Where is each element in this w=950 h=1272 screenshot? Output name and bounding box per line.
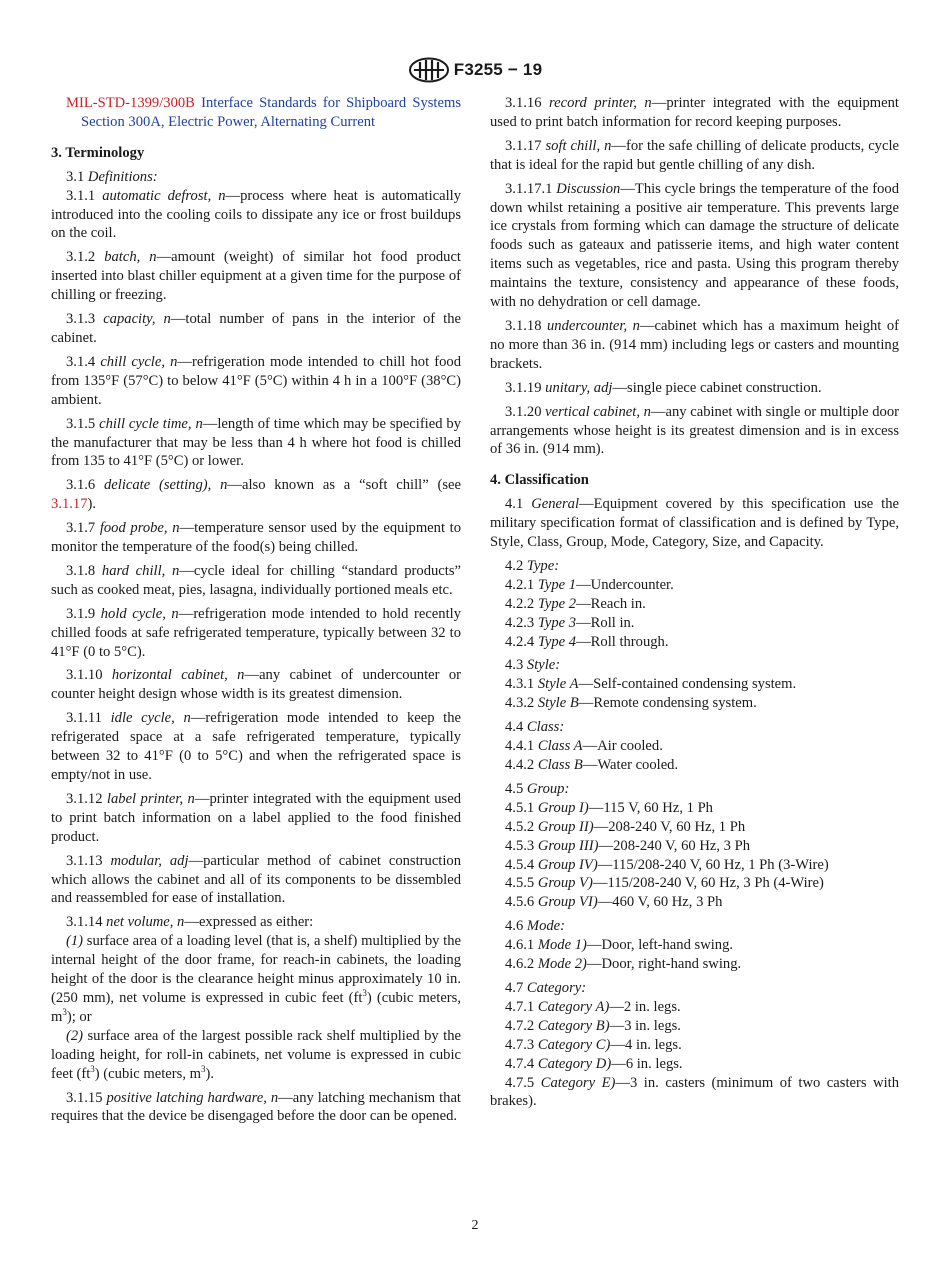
- list-item: 4.7.3 Category C)—4 in. legs.: [505, 1036, 682, 1053]
- definition-modular: 3.1.13 modular, adj—particular method of cabinet construction which allows the cabinet and all of its components to be dissembled and reassembled for ease of installation.: [51, 852, 462, 907]
- class-heading: 4.4 Class:: [505, 719, 565, 736]
- definition-batch: 3.1.2 batch, n—amount (weight) of similar hot food product inserted into blast chiller equipment at a given time for the purpose of chilling or freezing.: [51, 249, 461, 304]
- list-item: 4.3.1 Style A—Self-contained condensing system.: [505, 676, 797, 693]
- page-number: 2: [471, 1218, 479, 1233]
- net-volume-option-2: (2) surface area of the largest possible rack shelf multiplied by the loading height, for roll-in cabinets, net volume is expressed in cubic feet $(ft^3)$ (cubic meters, $m^3$).: [51, 1027, 461, 1082]
- definition-automatic-defrost: 3.1.1 automatic defrost, n—process where heat is automatically introduced into the cooling coils to dissipate any ice or frost buildups on the coil.: [51, 187, 462, 242]
- list-item: 4.4.1 Class A—Air cooled.: [505, 738, 663, 755]
- type-heading: 4.2 Type:: [505, 557, 560, 574]
- definition-unitary: 3.1.19 unitary, adj—single piece cabinet construction.: [505, 379, 822, 396]
- section-4-heading: 4. Classification: [490, 472, 589, 489]
- list-item: 4.7.1 Category A)—2 in. legs.: [505, 998, 681, 1015]
- paragraph-3-1: 3.1 Definitions:: [66, 168, 158, 185]
- document-number: F3255 − 19: [453, 60, 543, 79]
- definition-hard-chill: 3.1.8 hard chill, n—cycle ideal for chilling “standard products” such as cooked meat, pies, lasagna, individually portioned meals etc.: [51, 562, 461, 598]
- right-column: [490, 94, 899, 1116]
- category-heading: 4.7 Category:: [505, 979, 587, 996]
- definition-delicate-setting: 3.1.6 delicate (setting), n—also known as a “soft chill” (see 3.1.17).: [51, 477, 461, 513]
- list-item: 4.5.2 Group II)—208-240 V, 60 Hz, 1 Ph: [505, 818, 746, 835]
- list-item: 4.7.4 Category D)—6 in. legs.: [505, 1055, 683, 1072]
- reference-title-link[interactable]: Interface Standards for Shipboard Systems Section 300A, Electric Power, Alternating Current: [81, 95, 461, 130]
- classification-group: [490, 780, 899, 912]
- list-item: 4.2.3 Type 3—Roll in.: [505, 614, 635, 631]
- list-item: 4.5.4 Group IV)—115/208-240 V, 60 Hz, 1 Ph (3-Wire): [505, 856, 829, 873]
- list-item: 4.4.2 Class B—Water cooled.: [505, 757, 679, 773]
- page-header: [0, 56, 950, 84]
- list-item: 4.7.2 Category B)—3 in. legs.: [505, 1017, 681, 1034]
- reference-code-link[interactable]: MIL-STD-1399/300B: [66, 95, 195, 111]
- definition-capacity: 3.1.3 capacity, n—total number of pans in the interior of the cabinet.: [51, 311, 461, 346]
- classification-type: [490, 557, 899, 652]
- reference-mil-std: [51, 94, 461, 132]
- definition-positive-latching-hardware: 3.1.15 positive latching hardware, n—any latching mechanism that requires that the device be disengaged before the door can be opened.: [51, 1089, 461, 1125]
- definition-undercounter: 3.1.18 undercounter, n—cabinet which has a maximum height of no more than 36 in. (914 mm) including legs or casters and mounting brackets.: [490, 317, 899, 372]
- cross-reference-link[interactable]: 3.1.17: [51, 496, 88, 513]
- definition-food-probe: 3.1.7 food probe, n—temperature sensor used by the equipment to monitor the temperature of the food(s) being chilled.: [51, 520, 461, 556]
- net-volume-option-1: (1) surface area of a loading level (that is, a shelf) multiplied by the internal height of the door frame, for reach-in cabinets, the loading height of the door is the clearance height minus approximately 10 in. (250 mm), net volume is expressed in cubic feet $(ft^3)$ (cubic meters, $m^3$); or: [51, 933, 461, 1025]
- list-item: 4.5.6 Group VI)—460 V, 60 Hz, 3 Ph: [505, 894, 723, 911]
- definition-vertical-cabinet: 3.1.20 vertical cabinet, n—any cabinet with single or multiple door arrangements whose height is its greatest dimension and is in excess of 36 in. (914 mm).: [490, 403, 899, 458]
- definition-label-printer: 3.1.12 label printer, n—printer integrated with the equipment used to print batch information on a label applied to the food finished product.: [51, 790, 461, 845]
- mode-heading: 4.6 Mode:: [505, 918, 565, 935]
- list-item: 4.7.5 Category E)—3 in. casters (minimum of two casters with brakes).: [490, 1074, 899, 1110]
- list-item: 4.6.1 Mode 1)—Door, left-hand swing.: [505, 937, 734, 954]
- list-item: 4.2.4 Type 4—Roll through.: [505, 633, 669, 650]
- section-3-heading: 3. Terminology: [51, 144, 145, 161]
- astm-logo-icon: [408, 57, 450, 83]
- definition-net-volume: 3.1.14 net volume, n—expressed as either:: [66, 914, 314, 931]
- left-column: [51, 94, 461, 1131]
- list-item: 4.6.2 Mode 2)—Door, right-hand swing.: [505, 956, 742, 973]
- definition-horizontal-cabinet: 3.1.10 horizontal cabinet, n—any cabinet of undercounter or counter height design whose width is its greatest dimension.: [51, 667, 461, 703]
- soft-chill-discussion: 3.1.17.1 Discussion—This cycle brings the temperature of the food down whilst retaining a positive air temperature. This prevents large ice crystals from forming which can damage the structure of delicate foods such as gateaux and patisserie items, and high water content items such as vegetables, rice and pasta. Using this program thereby maintains the texture, consistency and appearance of these foods, with no dehydration or cell damage.: [490, 180, 899, 311]
- list-item: 4.2.2 Type 2—Reach in.: [505, 595, 646, 612]
- group-heading: 4.5 Group:: [505, 780, 570, 797]
- definition-idle-cycle: 3.1.11 idle cycle, n—refrigeration mode intended to keep the refrigerated space at a safe refrigerated temperature, typically between 32 to 41°F (0 to 5°C) and when the refrigerated space is empty/not in use.: [51, 710, 461, 783]
- classification-class: [490, 718, 899, 775]
- definition-record-printer: 3.1.16 record printer, n—printer integrated with the equipment used to print batch information for record keeping purposes.: [490, 95, 899, 130]
- definition-chill-cycle-time: 3.1.5 chill cycle time, n—length of time which may be specified by the manufacturer that may be less than 4 h where hot food is chilled from 135 to 41°F (5°C) or lower.: [51, 415, 461, 470]
- style-heading: 4.3 Style:: [505, 657, 561, 674]
- list-item: 4.5.5 Group V)—115/208-240 V, 60 Hz, 3 Ph (4-Wire): [505, 875, 824, 892]
- definition-hold-cycle: 3.1.9 hold cycle, n—refrigeration mode intended to hold recently chilled foods at safe refrigerated temperature, typically between 32 to 41°F (0 to 5°C).: [51, 605, 461, 660]
- classification-general: 4.1 General—Equipment covered by this specification use the military specification format of classification and is defined by Type, Style, Class, Group, Mode, Category, Size, and Capacity.: [490, 496, 899, 551]
- definition-soft-chill: 3.1.17 soft chill, n—for the safe chilling of delicate products, cycle that is ideal for the rapid but gentle chilling of any dish.: [490, 137, 899, 173]
- list-item: 4.5.1 Group I)—115 V, 60 Hz, 1 Ph: [505, 799, 713, 816]
- list-item: 4.5.3 Group III)—208-240 V, 60 Hz, 3 Ph: [505, 837, 750, 854]
- list-item: 4.2.1 Type 1—Undercounter.: [505, 576, 674, 593]
- classification-mode: [490, 917, 899, 974]
- classification-style: [490, 656, 899, 713]
- classification-category: [490, 979, 899, 1111]
- definition-chill-cycle: 3.1.4 chill cycle, n—refrigeration mode intended to chill hot food from 135°F (57°C) to below 41°F (5°C) within 4 h in a 100°F (38°C) ambient.: [51, 353, 461, 408]
- list-item: 4.3.2 Style B—Remote condensing system.: [505, 695, 757, 712]
